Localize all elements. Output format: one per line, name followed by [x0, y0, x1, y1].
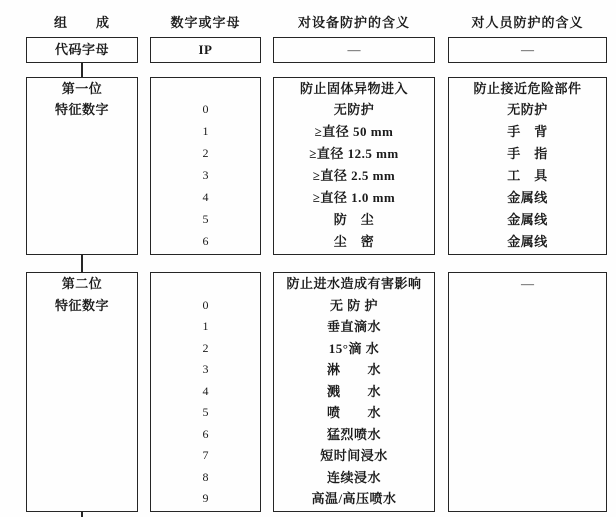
connector-line-2	[81, 255, 83, 272]
digit-cell: 9	[202, 491, 209, 506]
header-equipment-protection: 对设备防护的含义	[297, 15, 410, 30]
code-letter-label: 代码字母	[54, 42, 109, 57]
digit-cell: 4	[202, 190, 209, 205]
digit-cell: 4	[202, 383, 209, 398]
digit-cell: 8	[202, 469, 209, 484]
digit-cell: 1	[202, 319, 209, 334]
second-numeral-label-line1: 第二位	[61, 276, 103, 291]
equipment-row: ≥直径 2.5 mm	[312, 168, 396, 184]
code-letter-value: IP	[198, 42, 213, 57]
second-numeral-personnel-box	[448, 272, 607, 512]
digit-cell: 2	[202, 340, 209, 355]
code-letter-value-box	[150, 37, 261, 63]
second-numeral-label-line2: 特征数字	[54, 297, 109, 313]
equipment-row: 尘 密	[333, 234, 375, 250]
digit-cell: 6	[202, 234, 209, 249]
digit-cell: 3	[202, 168, 209, 183]
code-letter-equipment-dash: —	[347, 42, 361, 57]
equipment-row: 喷 水	[326, 405, 381, 421]
header-composition: 组 成	[53, 15, 110, 30]
digit-cell: 0	[202, 102, 209, 117]
equipment-row: 猛烈喷水	[326, 426, 381, 442]
equipment-row: 15°滴 水	[328, 340, 380, 356]
equipment-row: ≥直径 12.5 mm	[309, 146, 399, 162]
first-numeral-personnel-box	[448, 77, 607, 256]
digit-cell: 3	[202, 362, 209, 377]
first-numeral-label-box	[26, 77, 138, 256]
personnel-dash: —	[521, 276, 534, 291]
personnel-row: 金属线	[507, 190, 548, 206]
header-personnel-protection: 对人员防护的含义	[471, 15, 584, 30]
digit-cell: 5	[202, 212, 209, 227]
code-letter-equipment-box	[273, 37, 435, 63]
equipment-row: 垂直滴水	[326, 319, 381, 335]
header-numeral-or-letter: 数字或字母	[170, 15, 241, 30]
digit-cell: 1	[202, 124, 209, 139]
digit-cell: 6	[202, 426, 209, 441]
connector-line-3	[81, 512, 83, 517]
digit-cell: 2	[202, 146, 209, 161]
personnel-row: 手 背	[507, 124, 548, 140]
first-numeral-digits-box	[150, 77, 261, 256]
equipment-row: 连续浸水	[326, 469, 381, 485]
personnel-row: 金属线	[507, 212, 548, 228]
digit-cell: 0	[202, 297, 209, 312]
personnel-row: 工 具	[507, 168, 548, 184]
personnel-row: 防止接近危险部件	[473, 80, 582, 96]
equipment-row: 淋 水	[326, 362, 381, 378]
equipment-row: 无防护	[333, 102, 375, 118]
equipment-row: 无 防 护	[329, 297, 378, 313]
equipment-row: 防止固体异物进入	[299, 80, 408, 96]
first-numeral-equipment-box	[273, 77, 435, 256]
second-numeral-equipment-box	[273, 272, 435, 512]
equipment-row: ≥直径 1.0 mm	[312, 190, 396, 206]
personnel-row: 金属线	[507, 234, 548, 250]
code-letter-personnel-box	[448, 37, 607, 63]
first-numeral-label-line2: 特征数字	[54, 102, 109, 118]
second-numeral-digits-box	[150, 272, 261, 512]
digit-cell: 7	[202, 448, 209, 463]
personnel-row: 无防护	[507, 102, 548, 118]
code-letter-box	[26, 37, 138, 63]
equipment-row: ≥直径 50 mm	[314, 124, 394, 140]
first-numeral-label-line1: 第一位	[61, 80, 103, 96]
equipment-row: 防止进水造成有害影响	[286, 276, 422, 291]
equipment-row: 高温/高压喷水	[311, 491, 397, 507]
equipment-row: 短时间浸水	[320, 448, 388, 464]
equipment-row: 溅 水	[326, 383, 381, 399]
connector-line-1	[81, 63, 83, 77]
digit-cell: 5	[202, 405, 209, 420]
equipment-row: 防 尘	[333, 212, 375, 228]
code-letter-personnel-dash: —	[521, 42, 534, 57]
personnel-row: 手 指	[507, 146, 548, 162]
second-numeral-label-box	[26, 272, 138, 512]
